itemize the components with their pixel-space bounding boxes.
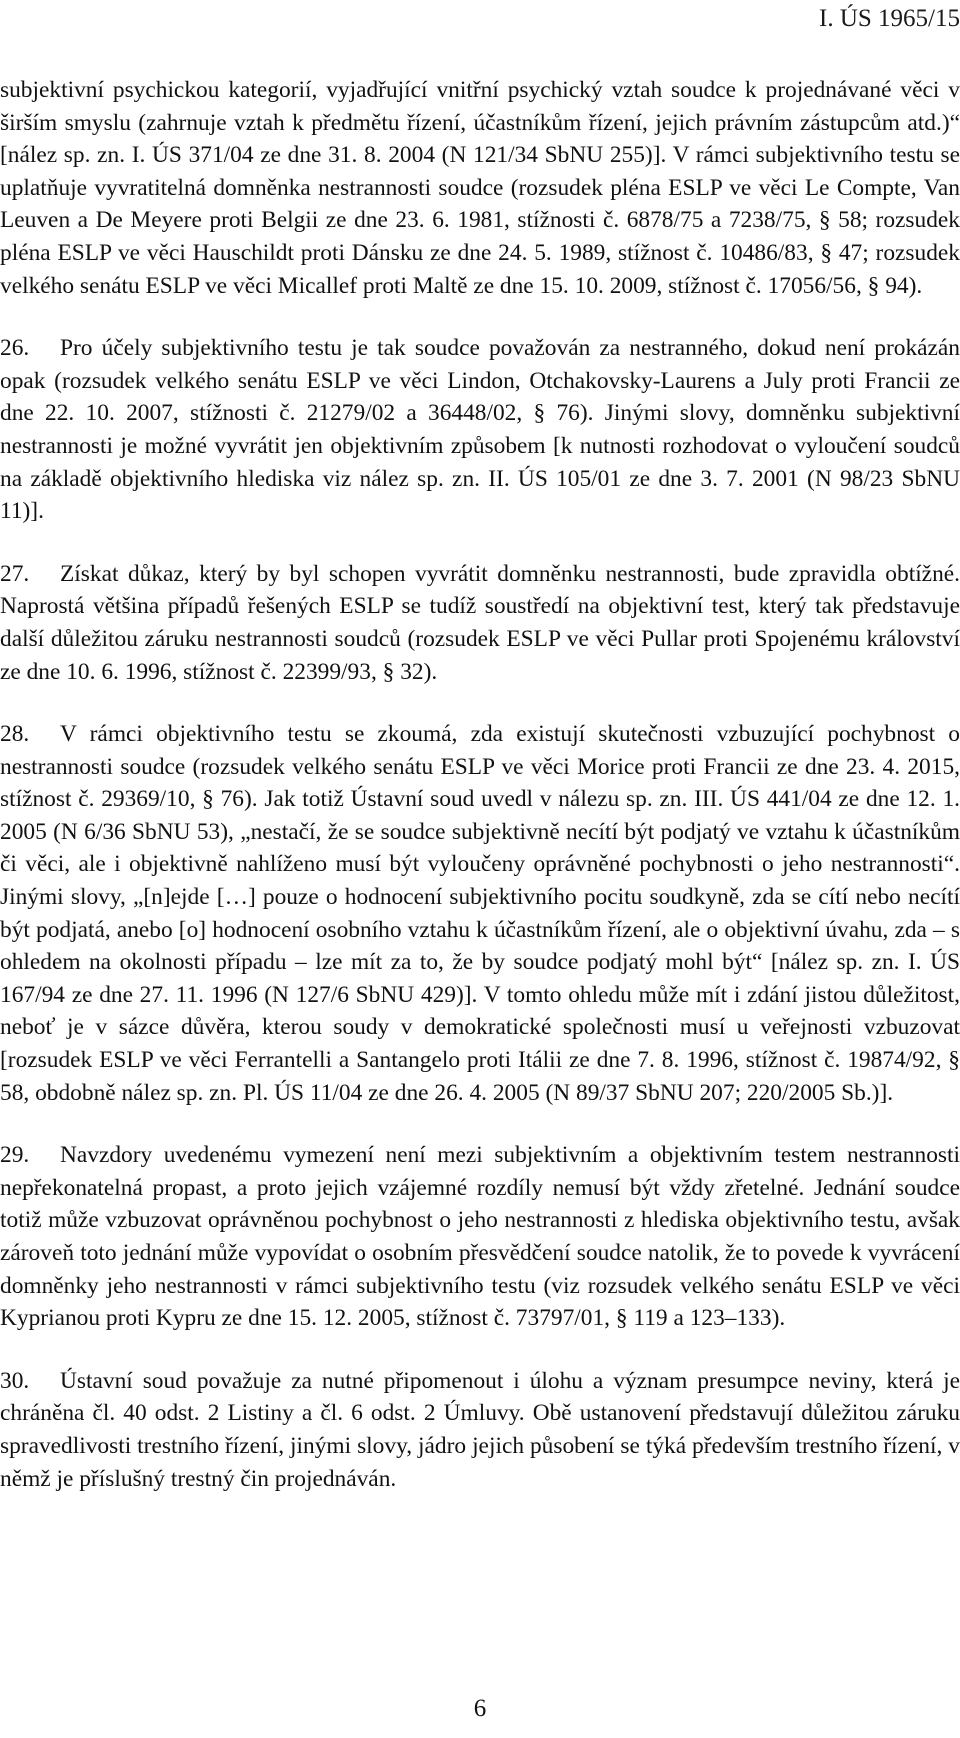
paragraph-continuation xyxy=(0,74,960,302)
paragraph-text: subjektivní psychickou kategorií, vyjadřující vnitřní psychický vztah soudce k projednávané věci v širším smyslu (zahrnuje vztah k předmětu řízení, účastníkům řízení, jejich právním zástupcům atd.)“ [nález sp. zn. I. ÚS 371/04 ze dne 31. 8. 2004 (N 121/34 SbNU 255)]. V rámci subjektivního testu se uplatňuje vyvratitelná domněnka nestrannosti soudce (rozsudek pléna ESLP ve věci Le Compte, Van Leuven a De Meyere proti Belgii ze dne 23. 6. 1981, stížnosti č. 6878/75 a 7238/75, § 58; rozsudek pléna ESLP ve věci Hauschildt proti Dánsku ze dne 24. 5. 1989, stížnost č. 10486/83, § 47; rozsudek velkého senátu ESLP ve věci Micallef proti Maltě ze dne 15. 10. 2009, stížnost č. 17056/56, § 94). xyxy=(0,77,960,299)
paragraph-29 xyxy=(0,1139,960,1335)
paragraph-text: Získat důkaz, který by byl schopen vyvrátit domněnku nestrannosti, bude zpravidla obtížné. Naprostá většina případů řešených ESLP se tudíž soustředí na objektivní test, který tak představuje další důležitou záruku nestrannosti soudců (rozsudek ESLP ve věci Pullar proti Spojenému království ze dne 10. 6. 1996, stížnost č. 22399/93, § 32). xyxy=(0,560,960,685)
page-header-reference: I. ÚS 1965/15 xyxy=(819,5,960,32)
paragraph-number: 28. xyxy=(0,721,30,748)
paragraph-27 xyxy=(0,558,960,688)
paragraph-26 xyxy=(0,332,960,528)
paragraph-number: 30. xyxy=(0,1367,30,1394)
paragraph-text: Navzdory uvedenému vymezení není mezi subjektivním a objektivním testem nestrannosti nepřekonatelná propast, a proto jejich vzájemné rozdíly nemusí být vždy zřetelné. Jednání soudce totiž může vzbuzovat oprávněnou pochybnost o jeho nestrannosti z hlediska objektivního testu, avšak zároveň toto jednání může vypovídat o osobním přesvědčení soudce natolik, že to povede k vyvrácení domněnky jeho nestrannosti v rámci subjektivního testu (viz rozsudek velkého senátu ESLP ve věci Kyprianou proti Kypru ze dne 15. 12. 2005, stížnost č. 73797/01, § 119 a 123–133). xyxy=(0,1142,960,1332)
paragraph-text: V rámci objektivního testu se zkoumá, zda existují skutečnosti vzbuzující pochybnost o nestrannosti soudce (rozsudek velkého senátu ESLP ve věci Morice proti Francii ze dne 23. 4. 2015, stížnost č. 29369/10, § 76). Jak totiž Ústavní soud uvedl v nálezu sp. zn. III. ÚS 441/04 ze dne 12. 1. 2005 (N 6/36 SbNU 53), „nestačí, že se soudce subjektivně necítí být podjatý ve vztahu k účastníkům či věci, ale i objektivně nahlíženo musí být vyloučeny oprávněné pochybnosti o jeho nestrannosti“. Jinými slovy, „[n]ejde […] pouze o hodnocení subjektivního pocitu soudkyně, zda se cítí nebo necítí být podjatá, anebo [o] hodnocení osobního vztahu k účastníkům řízení, ale o objektivní úvahu, zda – s ohledem na okolnosti případu – lze mít za to, že by soudce podjatý mohl být“ [nález sp. zn. I. ÚS 167/94 ze dne 27. 11. 1996 (N 127/6 SbNU 429)]. V tomto ohledu může mít i zdání jistou důležitost, neboť je v sázce důvěra, kterou soudy v demokratické společnosti musí u veřejnosti vzbuzovat [rozsudek ESLP ve věci Ferrantelli a Santangelo proti Itálii ze dne 7. 8. 1996, stížnost č. 19874/92, § 58, obdobně nález sp. zn. Pl. ÚS 11/04 ze dne 26. 4. 2005 (N 89/37 SbNU 207; 220/2005 Sb.)]. xyxy=(0,721,960,1106)
paragraph-number: 26. xyxy=(0,335,30,362)
paragraph-30 xyxy=(0,1365,960,1495)
paragraph-text: Ústavní soud považuje za nutné připomenout i úlohu a význam presumpce neviny, která je chráněna čl. 40 odst. 2 Listiny a čl. 6 odst. 2 Úmluvy. Obě ustanovení představují důležitou záruku spravedlivosti trestního řízení, jinými slovy, jádro jejich působení se týká především trestního řízení, v němž je příslušný trestný čin projednáván. xyxy=(0,1367,960,1492)
paragraph-number: 29. xyxy=(0,1142,30,1169)
paragraph-number: 27. xyxy=(0,560,30,587)
document-body xyxy=(0,74,960,1525)
paragraph-text: Pro účely subjektivního testu je tak soudce považován za nestranného, dokud není prokázán opak (rozsudek velkého senátu ESLP ve věci Lindon, Otchakovsky-Laurens a July proti Francii ze dne 22. 10. 2007, stížnosti č. 21279/02 a 36448/02, § 76). Jinými slovy, domněnku subjektivní nestrannosti je možné vyvrátit jen objektivním způsobem [k nutnosti rozhodovat o vyloučení soudců na základě objektivního hlediska viz nález sp. zn. II. ÚS 105/01 ze dne 3. 7. 2001 (N 98/23 SbNU 11)]. xyxy=(0,335,960,525)
paragraph-28 xyxy=(0,718,960,1109)
page-number: 6 xyxy=(473,1695,487,1722)
